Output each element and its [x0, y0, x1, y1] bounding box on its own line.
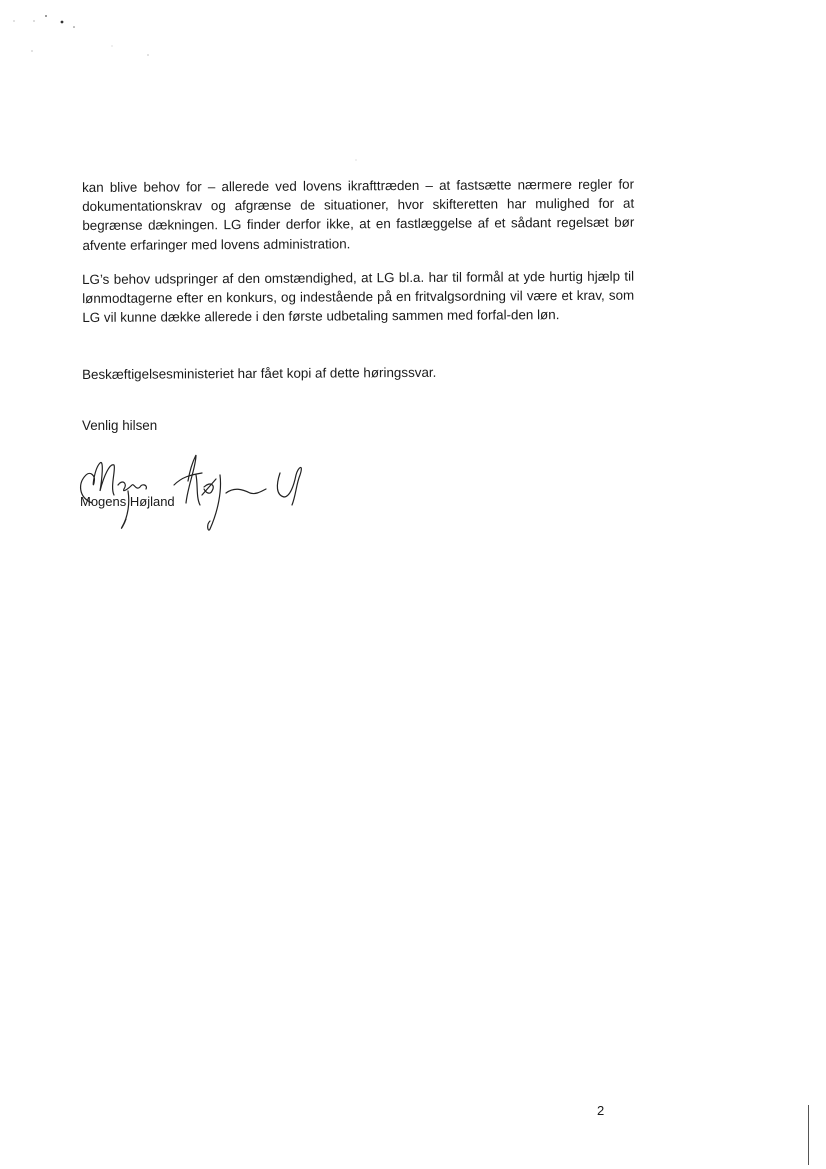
- closing-greeting: Venlig hilsen: [82, 418, 158, 433]
- paragraph-2: LG’s behov udspringer af den omstændighed, at LG bl.a. har til formål at yde hurtig hjælp til lønmodtagerne efter en konkurs, og indestående på en fritvalgsordning vil være et krav, som LG vil kunne dække allerede i den første udbetaling sammen med forfal-den løn.: [82, 268, 635, 326]
- signer-name: Mogens Højland: [80, 494, 175, 509]
- handwritten-signature: [70, 445, 320, 540]
- page-number: 2: [597, 1103, 605, 1118]
- signature-block: [70, 445, 320, 540]
- paragraph-3: Beskæftigelsesministeriet har fået kopi af dette høringssvar.: [82, 364, 437, 382]
- paragraph-1: kan blive behov for – allerede ved lovens ikrafttræden – at fastsætte nærmere regler for dokumentationskrav og afgrænse de situationer, hvor skifteretten har mulighed for at begrænse dækningen. LG finder derfor ikke, at en fastlæggelse af et sådant regelsæt bør afvente erfaringer med lovens administration.: [82, 176, 635, 253]
- scan-edge-line: [808, 1105, 809, 1165]
